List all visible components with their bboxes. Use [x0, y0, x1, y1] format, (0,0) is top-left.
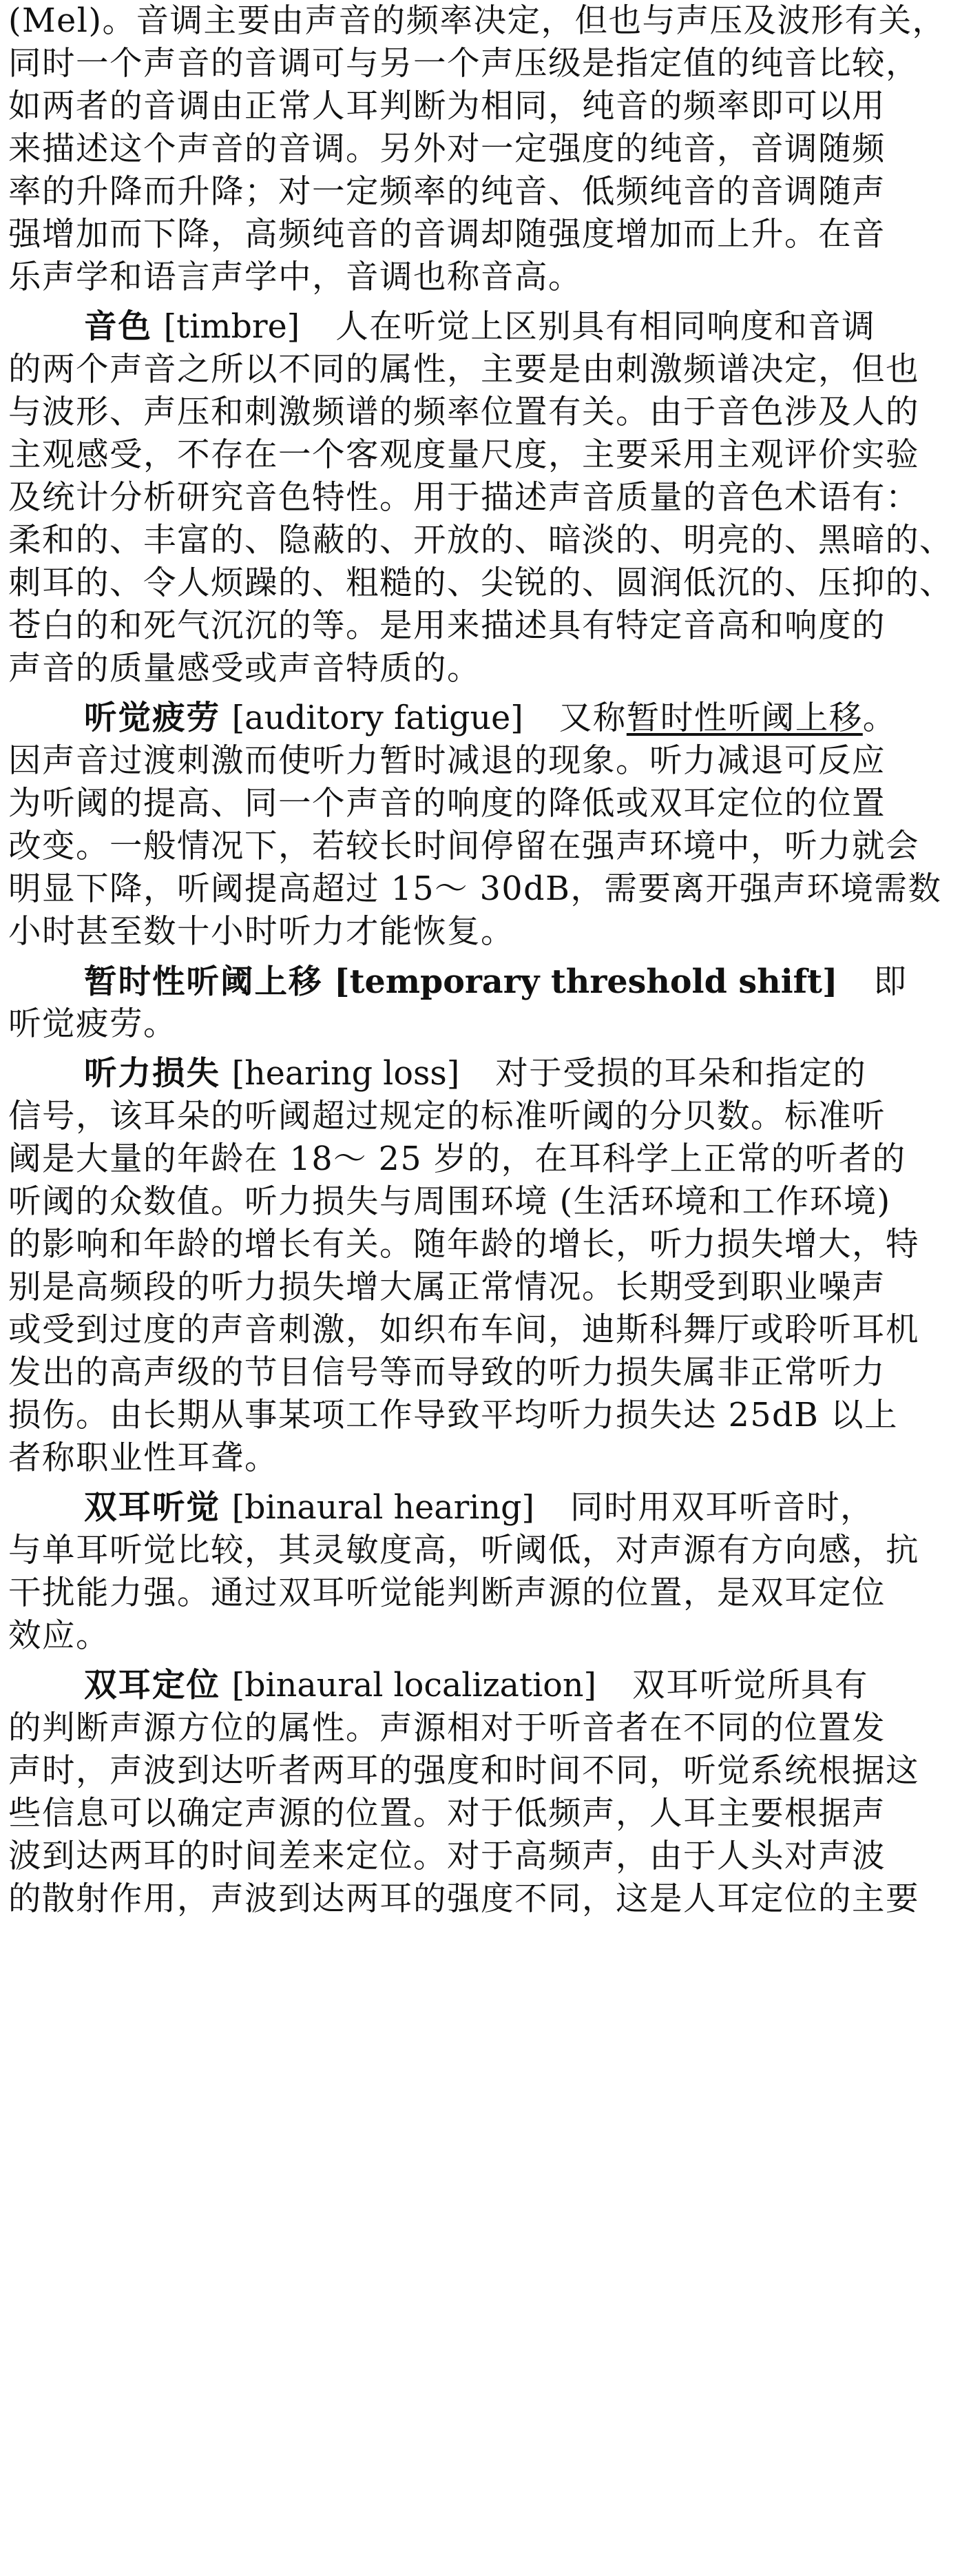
text-line: 发出的高声级的节目信号等而导致的听力损失属非正常听力: [8, 1354, 886, 1392]
text-line: 者称职业性耳聋。: [8, 1439, 278, 1477]
text-line: 主观感受，不存在一个客观度量尺度，主要采用主观评价实验: [8, 436, 919, 474]
entry-term: 音色: [84, 308, 152, 346]
text-line: 声音的质量感受或声音特质的。: [8, 650, 481, 688]
text-line: 与波形、声压和刺激频谱的频率位置有关。由于音色涉及人的: [8, 393, 919, 431]
text-line: 干扰能力强。通过双耳听觉能判断声源的位置，是双耳定位: [8, 1574, 886, 1612]
text-line: 刺耳的、令人烦躁的、粗糙的、尖锐的、圆润低沉的、压抑的、: [8, 564, 953, 602]
text-line: 如两者的音调由正常人耳判断为相同，纯音的频率即可以用: [8, 87, 886, 125]
entry-english-term: [temporary threshold shift]: [334, 962, 838, 1001]
entry-term: 听觉疲劳: [84, 699, 220, 737]
text-line: 听觉疲劳。: [8, 1005, 177, 1043]
entry-term: 听力损失: [84, 1055, 220, 1093]
text-line: 苍白的和死气沉沉的等。是用来描述具有特定音高和响度的: [8, 607, 886, 645]
text-line: 及统计分析研究音色特性。用于描述声音质量的音色术语有：: [8, 479, 919, 517]
text-line: 阈是大量的年龄在 18～ 25 岁的，在耳科学上正常的听者的: [8, 1140, 906, 1178]
entry-english-term: [timbre]: [163, 308, 300, 346]
entry-text: 又称: [558, 699, 627, 737]
text-line: 柔和的、丰富的、隐蔽的、开放的、暗淡的、明亮的、黑暗的、: [8, 522, 953, 559]
entry-first-line: [8, 960, 961, 1003]
text-line: 小时甚至数十小时听力才能恢复。: [8, 913, 514, 951]
text-line: 率的升降而升降；对一定频率的纯音、低频纯音的音调随声: [8, 173, 886, 211]
text-line: 别是高频段的听力损失增大属正常情况。长期受到职业噪声: [8, 1268, 886, 1306]
entry-text: 双耳听觉所具有: [632, 1667, 868, 1704]
text-line: 乐声学和语言声学中，音调也称音高。: [8, 258, 582, 296]
entry-text: 即: [873, 963, 908, 1001]
text-line: 与单耳听觉比较，其灵敏度高，听阈低，对声源有方向感，抗: [8, 1532, 919, 1569]
entry-english-term: [hearing loss]: [231, 1055, 460, 1093]
text-line: 些信息可以确定声源的位置。对于低频声，人耳主要根据声: [8, 1795, 886, 1833]
entry-temporary-threshold-shift: [8, 960, 961, 1046]
entry-binaural-localization: [8, 1665, 961, 1921]
text-line: 效应。: [8, 1617, 109, 1655]
entry-english-term: [auditory fatigue]: [231, 699, 523, 737]
entry-timbre: [8, 306, 961, 690]
text-line: 波到达两耳的时间差来定位。对于高频声，由于人头对声波: [8, 1837, 886, 1875]
text-line: 来描述这个声音的音调。另外对一定强度的纯音，音调随频: [8, 130, 886, 168]
text-line: 信号，该耳朵的听阈超过规定的标准听阈的分贝数。标准听: [8, 1098, 886, 1135]
entry-first-line: [8, 1665, 961, 1707]
entry-text: 人在听觉上区别具有相同响度和音调: [335, 308, 876, 346]
entry-auditory-fatigue: [8, 697, 961, 954]
text-line: 明显下降，听阈提高超过 15～ 30dB，需要离开强声环境需数: [8, 870, 942, 908]
entry-text: 同时用双耳听音时，: [570, 1489, 875, 1527]
entry-text: 。: [862, 699, 897, 737]
text-line: 因声音过渡刺激而使听力暂时减退的现象。听力减退可反应: [8, 742, 886, 780]
entry-first-line: [8, 697, 961, 740]
entry-first-line: [8, 1053, 961, 1095]
entry-term: 双耳定位: [84, 1667, 220, 1704]
entry-term: 暂时性听阈上移: [84, 963, 323, 1001]
entry-hearing-loss: [8, 1053, 961, 1480]
text-line: 的影响和年龄的增长有关。随年龄的增长，听力损失增大，特: [8, 1226, 919, 1264]
text-line: 强增加而下降，高频纯音的音调却随强度增加而上升。在音: [8, 216, 886, 254]
cross-reference-link[interactable]: 暂时性听阈上移: [626, 699, 863, 737]
text-line: 改变。一般情况下，若较长时间停留在强声环境中，听力就会: [8, 827, 919, 865]
entry-binaural-hearing: [8, 1487, 961, 1658]
text-line: 同时一个声音的音调可与另一个声压级是指定值的纯音比较，: [8, 45, 919, 83]
text-line: 的两个声音之所以不同的属性，主要是由刺激频谱决定，但也: [8, 351, 919, 389]
text-line: 为听阈的提高、同一个声音的响度的降低或双耳定位的位置: [8, 785, 886, 823]
entry-term: 双耳听觉: [84, 1489, 220, 1527]
text-line: 损伤。由长期从事某项工作导致平均听力损失达 25dB 以上: [8, 1397, 898, 1434]
entry-english-term: [binaural localization]: [231, 1667, 596, 1704]
text-line: 声时，声波到达听者两耳的强度和时间不同，听觉系统根据这: [8, 1752, 919, 1790]
text-line: 的判断声源方位的属性。声源相对于听音者在不同的位置发: [8, 1709, 886, 1747]
text-line: 的散射作用，声波到达两耳的强度不同，这是人耳定位的主要: [8, 1880, 919, 1918]
entry-first-line: [8, 1487, 961, 1529]
intro-paragraph: [8, 0, 961, 299]
entry-english-term: [binaural hearing]: [231, 1489, 535, 1527]
text-line: 听阈的众数值。听力损失与周围环境 (生活环境和工作环境): [8, 1183, 891, 1221]
text-line: 或受到过度的声音刺激，如织布车间，迪斯科舞厅或聆听耳机: [8, 1311, 919, 1349]
entry-first-line: [8, 306, 961, 349]
text-line: (Mel)。音调主要由声音的频率决定，但也与声压及波形有关，: [8, 2, 946, 40]
entry-text: 对于受损的耳朵和指定的: [495, 1055, 867, 1093]
